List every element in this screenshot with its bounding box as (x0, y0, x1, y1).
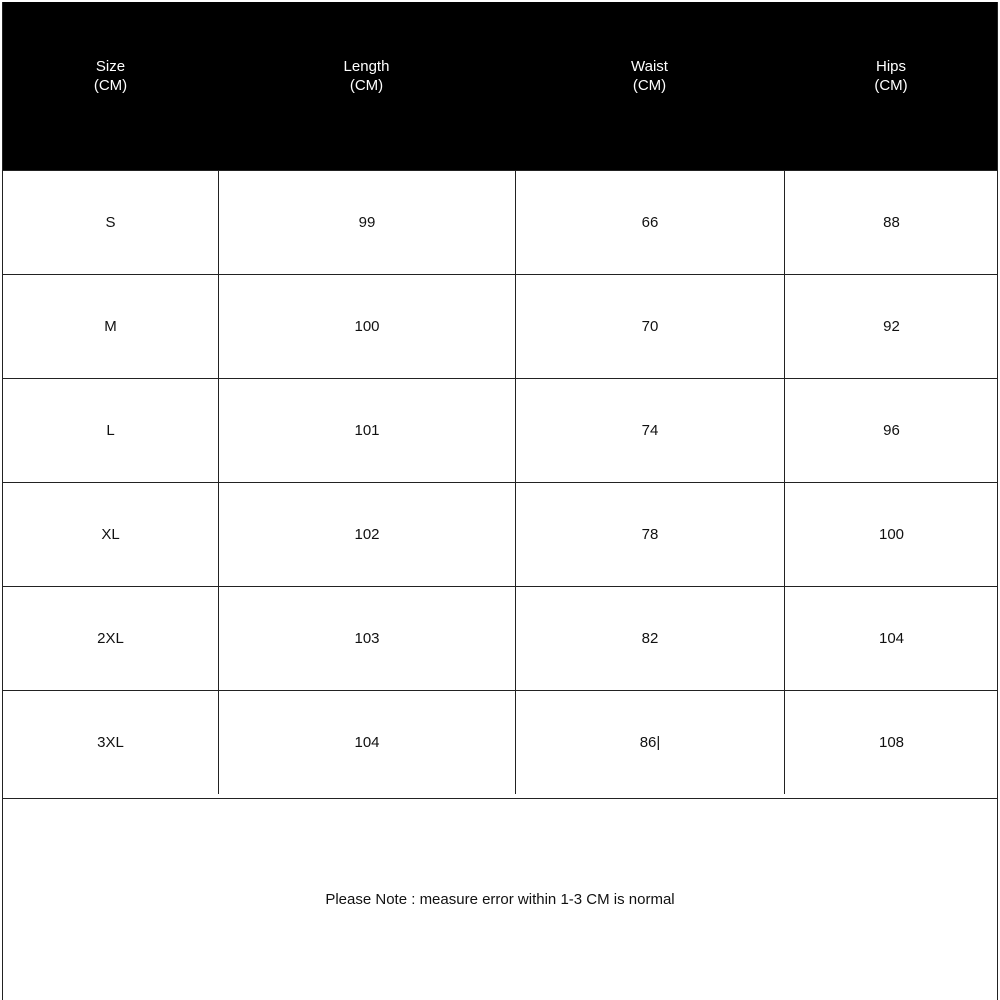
header-unit: (CM) (349, 77, 384, 94)
header-hips (784, 2, 998, 170)
cell-waist: 74 (515, 379, 784, 482)
cell-size: 3XL (97, 734, 124, 751)
cell-hips: 88 (784, 171, 998, 274)
cell-hips: 96 (784, 379, 998, 482)
cell-length: 103 (218, 587, 515, 690)
table-row (3, 274, 997, 378)
cell-size: 2XL (97, 630, 124, 647)
table-row (3, 378, 997, 482)
header-size (3, 2, 218, 170)
cell-size: S (105, 214, 116, 231)
note-text: Please Note : measure error within 1-3 CM is normal (325, 891, 675, 908)
table-row (3, 586, 997, 690)
header-unit: (CM) (93, 77, 128, 94)
header-label: Size (95, 58, 126, 75)
header-label: Waist (631, 58, 668, 75)
cell-size: XL (101, 526, 120, 543)
table-row (3, 170, 997, 274)
cell-waist: 86| (515, 691, 784, 794)
header-unit: (CM) (632, 77, 667, 94)
cell-hips: 104 (784, 587, 998, 690)
table-header (3, 2, 997, 170)
cell-size: L (106, 422, 115, 439)
cell-waist: 82 (515, 587, 784, 690)
cell-length: 101 (218, 379, 515, 482)
header-label: Length (343, 58, 390, 75)
header-length (218, 2, 515, 170)
cell-length: 104 (218, 691, 515, 794)
cell-hips: 92 (784, 275, 998, 378)
cell-hips: 108 (784, 691, 998, 794)
header-label: Hips (875, 58, 906, 75)
header-waist (515, 2, 784, 170)
table-row (3, 690, 997, 794)
cell-hips: 100 (784, 483, 998, 586)
cell-size: M (104, 318, 117, 335)
cell-waist: 66 (515, 171, 784, 274)
cell-length: 102 (218, 483, 515, 586)
cell-length: 100 (218, 275, 515, 378)
cell-waist: 78 (515, 483, 784, 586)
table-row (3, 482, 997, 586)
table-body (3, 170, 997, 794)
header-unit: (CM) (874, 77, 908, 94)
cell-waist: 70 (515, 275, 784, 378)
size-chart (2, 2, 998, 1000)
measurement-note (3, 798, 997, 1000)
cell-length: 99 (218, 171, 515, 274)
